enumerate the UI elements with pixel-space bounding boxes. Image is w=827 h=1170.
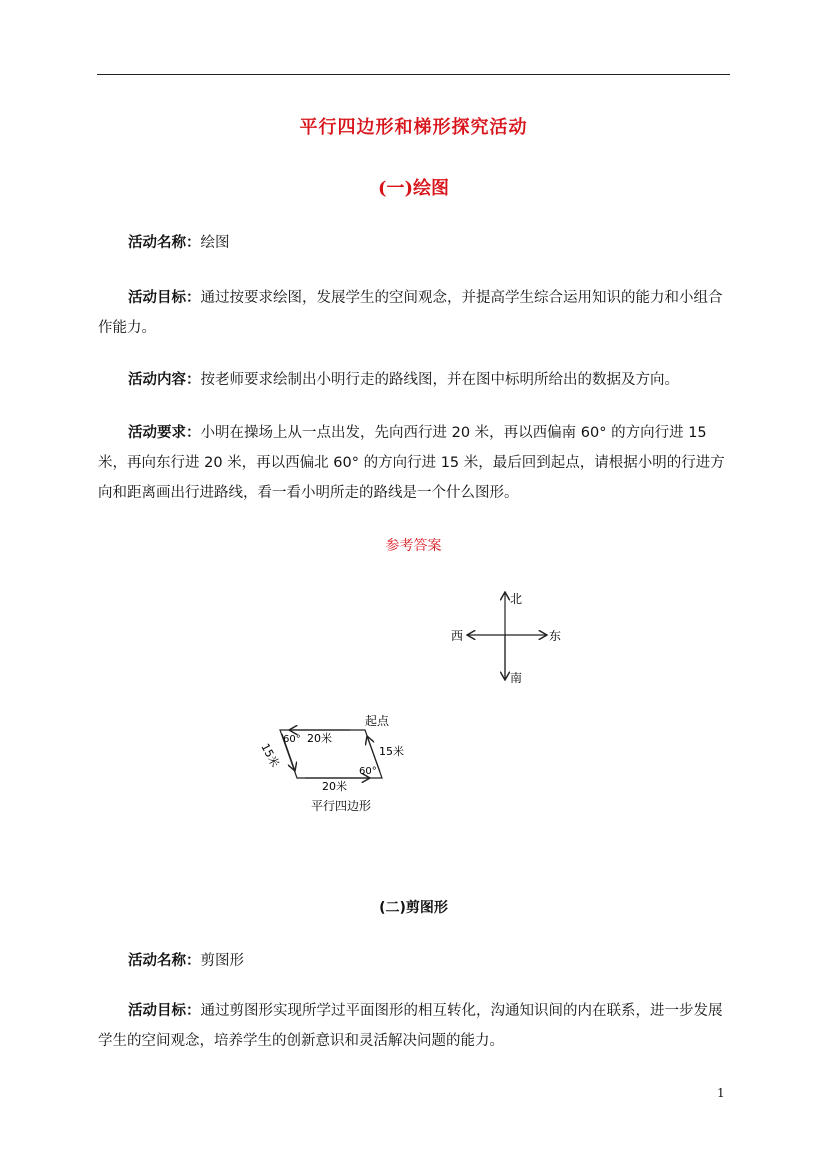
top-angle-label: 60° bbox=[283, 734, 301, 745]
parallelogram-diagram bbox=[255, 708, 415, 818]
right-length-label: 15米 bbox=[379, 745, 404, 758]
section2-heading: (二)剪图形 bbox=[379, 900, 448, 916]
header-rule bbox=[97, 74, 730, 75]
activity-name-paragraph bbox=[98, 228, 732, 258]
activity-goal-label: 活动目标： bbox=[128, 290, 201, 306]
top-length-label: 20米 bbox=[307, 732, 332, 745]
activity-name-value: 绘图 bbox=[200, 235, 230, 251]
activity2-name-paragraph bbox=[98, 946, 732, 976]
document-title: 平行四边形和梯形探究活动 bbox=[299, 117, 528, 138]
activity2-goal-text: 通过剪图形实现所学过平面图形的相互转化，沟通知识间的内在联系，进一步发展学生的空间观念，培养学生的创新意识和灵活解决问题的能力。 bbox=[98, 1003, 723, 1049]
activity-requirement-label: 活动要求： bbox=[128, 425, 201, 441]
activity2-name-label: 活动名称： bbox=[128, 953, 201, 969]
compass-east-label: 东 bbox=[549, 629, 562, 643]
activity-content-text: 按老师要求绘制出小明行走的路线图，并在图中标明所给出的数据及方向。 bbox=[200, 372, 679, 388]
activity-content-label: 活动内容： bbox=[128, 372, 201, 388]
activity-goal-paragraph bbox=[98, 283, 732, 343]
left-length-label: 15米 bbox=[258, 741, 282, 770]
activity2-name-value: 剪图形 bbox=[200, 953, 244, 969]
activity-requirement-text: 小明在操场上从一点出发，先向西行进 20 米，再以西偏南 60° 的方向行进 15 米，再向东行进 20 米，再以西偏北 60° 的方向行进 15 米，最后回到起点，请根据小明的行进方向和距离画出行进路线，看一看小明所走的路线是一个什么图形。 bbox=[98, 425, 725, 501]
activity2-goal-label: 活动目标： bbox=[128, 1003, 201, 1019]
compass-south-label: 南 bbox=[510, 671, 523, 685]
compass-west-label: 西 bbox=[451, 629, 464, 643]
activity-goal-text: 通过按要求绘图，发展学生的空间观念，并提高学生综合运用知识的能力和小组合作能力。 bbox=[98, 290, 723, 336]
figure-caption: 平行四边形 bbox=[311, 799, 372, 813]
bottom-angle-label: 60° bbox=[359, 766, 377, 777]
activity-name-label: 活动名称： bbox=[128, 235, 201, 251]
reference-answer-label: 参考答案 bbox=[385, 538, 442, 554]
compass-diagram bbox=[445, 585, 575, 690]
activity-requirement-paragraph bbox=[98, 418, 732, 508]
activity2-goal-paragraph bbox=[98, 996, 732, 1056]
bottom-length-label: 20米 bbox=[322, 780, 347, 793]
page-number: 1 bbox=[717, 1086, 725, 1100]
activity-content-paragraph bbox=[98, 365, 732, 395]
section1-heading: (一)绘图 bbox=[377, 178, 450, 199]
start-point-label: 起点 bbox=[365, 714, 390, 728]
compass-north-label: 北 bbox=[510, 592, 523, 606]
